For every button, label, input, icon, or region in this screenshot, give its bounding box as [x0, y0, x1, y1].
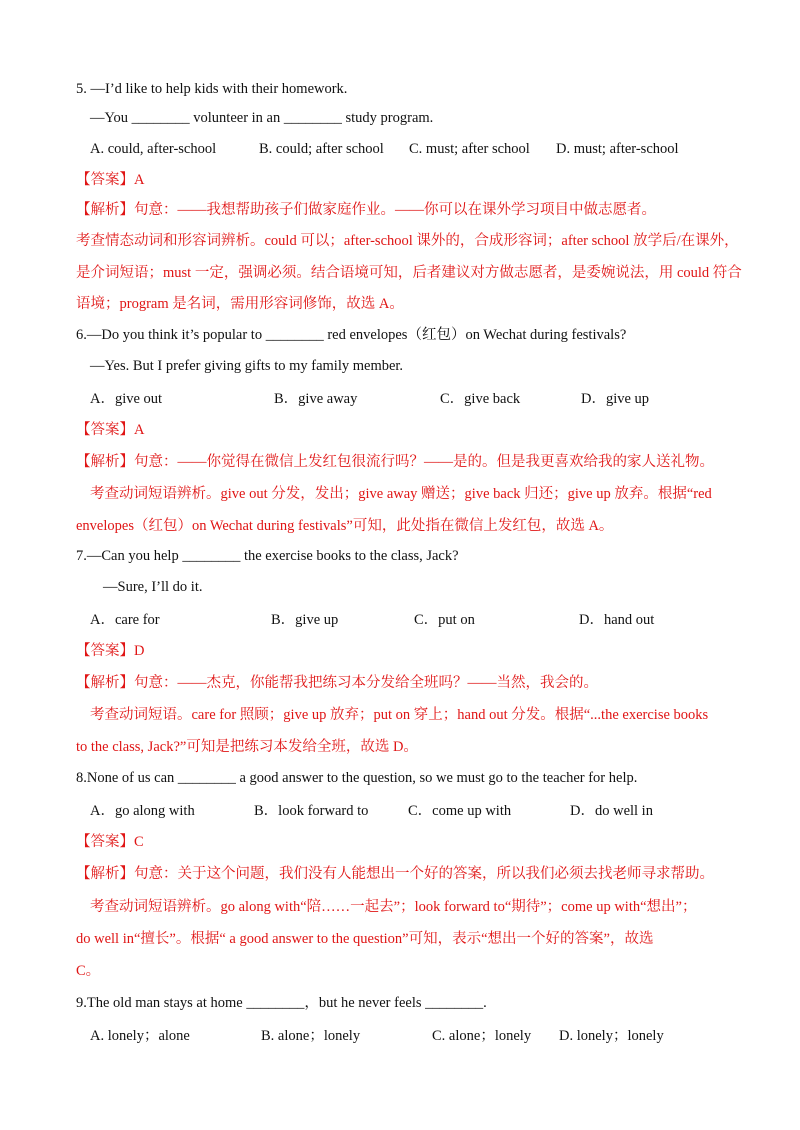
- option-b: B. alone；lonely: [261, 1028, 361, 1044]
- option-a: A．care for: [90, 612, 160, 628]
- question-9-stem: 9.The old man stays at home ________，but he never feels ________.: [76, 995, 487, 1011]
- question-7-answer: [76, 641, 736, 661]
- analysis-tag: 【解析】: [76, 454, 134, 470]
- question-8-answer: [76, 832, 736, 852]
- answer-value: A: [134, 172, 145, 188]
- question-8-options: [90, 801, 750, 821]
- answer-tag: 【答案】: [76, 834, 134, 850]
- question-7-analysis-line-3: to the class, Jack?”可知是把练习本发给全班，故选 D。: [76, 739, 418, 755]
- question-5-answer: [76, 170, 736, 190]
- question-5-stem: 5. —I’d like to help kids with their homework.: [76, 81, 348, 97]
- answer-value: C: [134, 834, 144, 850]
- option-c: C．put on: [414, 612, 475, 628]
- question-5-analysis-line-3: 是介词短语；must 一定，强调必须。结合语境可知，后者建议对方做志愿者，是委婉说法，用 could 符合: [76, 265, 742, 281]
- option-d: D. must; after-school: [556, 141, 679, 157]
- question-8-stem: 8.None of us can ________ a good answer to the question, so we must go to the teacher for help.: [76, 770, 638, 786]
- question-5-analysis-line-2: 考查情态动词和形容词辨析。could 可以；after-school 课外的，合成形容词；after school 放学后/在课外，: [76, 233, 739, 249]
- option-d: D. lonely；lonely: [559, 1028, 664, 1044]
- question-7-analysis-line-2: 考查动词短语。care for 照顾；give up 放弃；put on 穿上；hand out 分发。根据“...the exercise books: [90, 707, 709, 723]
- question-5-options: [90, 139, 750, 159]
- question-5-stem-reply: —You ________ volunteer in an ________ study program.: [90, 110, 434, 126]
- question-6-answer: [76, 420, 736, 440]
- analysis-text: 句意：——我想帮助孩子们做家庭作业。——你可以在课外学习项目中做志愿者。: [134, 202, 656, 218]
- option-c: C．give back: [440, 391, 521, 407]
- question-7-stem: 7.—Can you help ________ the exercise books to the class, Jack?: [76, 548, 459, 564]
- question-7-stem-reply: —Sure, I’ll do it.: [103, 579, 203, 595]
- question-6-options: [90, 389, 750, 409]
- option-d: D．do well in: [570, 803, 653, 819]
- question-7-options: [90, 610, 750, 630]
- option-b: B．look forward to: [254, 803, 369, 819]
- question-5-analysis-line-1: [76, 200, 736, 220]
- answer-value: D: [134, 643, 145, 659]
- option-c: C. alone；lonely: [432, 1028, 532, 1044]
- analysis-text: 句意：——你觉得在微信上发红包很流行吗？——是的。但是我更喜欢给我的家人送礼物。: [134, 454, 714, 470]
- question-6-analysis-line-3: envelopes（红包）on Wechat during festivals”可知，此处指在微信上发红包，故选 A。: [76, 518, 614, 534]
- question-8-analysis-line-4: C。: [76, 963, 101, 979]
- question-8-analysis-line-1: [76, 864, 736, 884]
- analysis-tag: 【解析】: [76, 866, 134, 882]
- option-c: C. must; after school: [409, 141, 530, 157]
- option-c: C．come up with: [408, 803, 512, 819]
- question-6-analysis-line-1: [76, 452, 736, 472]
- question-5-analysis-line-4: 语境；program 是名词，需用形容词修饰，故选 A。: [76, 296, 404, 312]
- option-d: D．give up: [581, 391, 650, 407]
- option-b: B. could; after school: [259, 141, 384, 157]
- question-8-analysis-line-3: do well in“擅长”。根据“ a good answer to the question”可知，表示“想出一个好的答案”，故选: [76, 931, 654, 947]
- option-a: A．give out: [90, 391, 163, 407]
- option-a: A. lonely；alone: [90, 1028, 190, 1044]
- answer-tag: 【答案】: [76, 172, 134, 188]
- question-8-analysis-line-2: 考查动词短语辨析。go along with“陪……一起去”；look forward to“期待”；come up with“想出”；: [90, 899, 697, 915]
- question-7-analysis-line-1: [76, 673, 736, 693]
- analysis-text: 句意：——杰克，你能帮我把练习本分发给全班吗？——当然，我会的。: [134, 675, 598, 691]
- option-a: A. could, after-school: [90, 141, 217, 157]
- answer-value: A: [134, 422, 145, 438]
- analysis-tag: 【解析】: [76, 202, 134, 218]
- analysis-tag: 【解析】: [76, 675, 134, 691]
- option-d: D．hand out: [579, 612, 655, 628]
- option-b: B．give away: [274, 391, 358, 407]
- question-9-options: [90, 1026, 750, 1046]
- analysis-text: 句意：关于这个问题，我们没有人能想出一个好的答案，所以我们必须去找老师寻求帮助。: [134, 866, 714, 882]
- answer-tag: 【答案】: [76, 643, 134, 659]
- question-6-stem: 6.—Do you think it’s popular to ________ red envelopes（红包）on Wechat during festivals?: [76, 327, 627, 343]
- option-a: A．go along with: [90, 803, 195, 819]
- question-6-analysis-line-2: 考查动词短语辨析。give out 分发，发出；give away 赠送；give back 归还；give up 放弃。根据“red: [90, 486, 712, 502]
- answer-tag: 【答案】: [76, 422, 134, 438]
- question-6-stem-reply: —Yes. But I prefer giving gifts to my family member.: [90, 358, 404, 374]
- option-b: B．give up: [271, 612, 339, 628]
